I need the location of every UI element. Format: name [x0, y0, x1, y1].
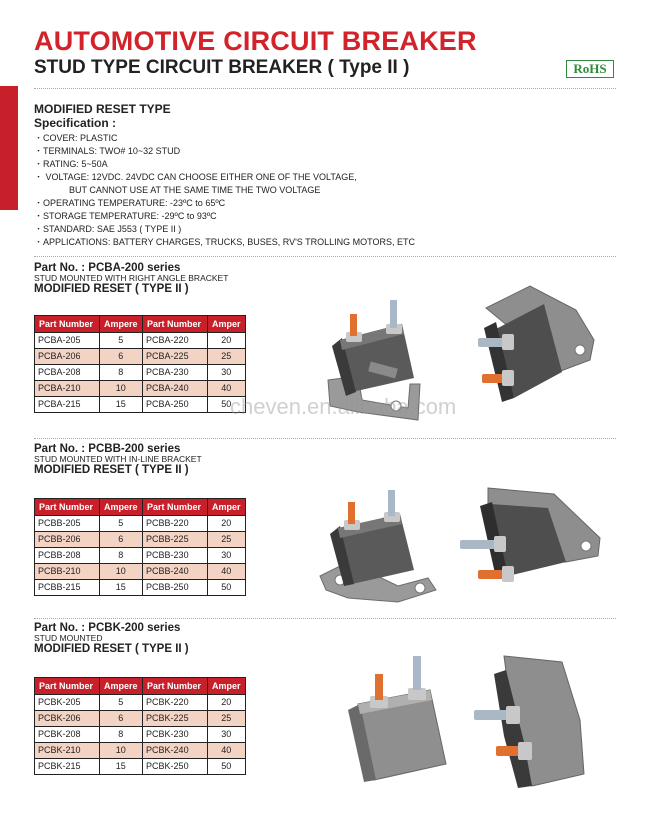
table-row — [35, 759, 246, 775]
header-part-number: Part Number — [35, 499, 100, 516]
cell: 30 — [207, 548, 245, 564]
cell: 5 — [99, 695, 143, 711]
cell: PCBB-220 — [143, 516, 208, 532]
spec-item: ・STANDARD: SAE J553 ( TYPE II ) — [34, 224, 182, 234]
table-row — [35, 548, 246, 564]
table-row — [35, 743, 246, 759]
cell: 8 — [99, 365, 143, 381]
header-part-number: Part Number — [143, 678, 208, 695]
cell: PCBA-220 — [143, 333, 208, 349]
cell: PCBA-206 — [35, 349, 100, 365]
cell: 10 — [99, 381, 143, 397]
parts-table-pcbb — [34, 498, 246, 596]
cell: 6 — [99, 532, 143, 548]
mount-type: STUD MOUNTED — [34, 633, 103, 643]
cell: PCBB-240 — [143, 564, 208, 580]
table-row — [35, 333, 246, 349]
cell: 15 — [99, 397, 143, 413]
cell: PCBA-205 — [35, 333, 100, 349]
table-row — [35, 365, 246, 381]
cell: PCBB-208 — [35, 548, 100, 564]
divider — [34, 438, 616, 439]
reset-type: MODIFIED RESET ( TYPE II ) — [34, 283, 189, 295]
header-part-number: Part Number — [143, 499, 208, 516]
header-part-number: Part Number — [35, 678, 100, 695]
section-pcba — [34, 262, 228, 295]
cell: PCBK-215 — [35, 759, 100, 775]
table-row — [35, 580, 246, 596]
cell: 25 — [207, 532, 245, 548]
cell: PCBA-250 — [143, 397, 208, 413]
header-ampere: Ampere — [99, 499, 143, 516]
page-title: AUTOMOTIVE CIRCUIT BREAKER — [34, 26, 477, 56]
table-row — [35, 397, 246, 413]
cell: PCBK-220 — [143, 695, 208, 711]
cell: 30 — [207, 365, 245, 381]
divider — [34, 256, 616, 257]
cell: 20 — [207, 695, 245, 711]
cell: PCBB-230 — [143, 548, 208, 564]
watermark: cheven.en.alibaba.com — [230, 394, 457, 419]
table-row — [35, 516, 246, 532]
cell: PCBB-215 — [35, 580, 100, 596]
header-ampere: Ampere — [99, 316, 143, 333]
cell: 5 — [99, 516, 143, 532]
reset-type: MODIFIED RESET ( TYPE II ) — [34, 643, 189, 655]
table-row — [35, 695, 246, 711]
reset-type: MODIFIED RESET ( TYPE II ) — [34, 464, 189, 476]
spec-list — [34, 132, 415, 249]
cell: 25 — [207, 711, 245, 727]
cell: 25 — [207, 349, 245, 365]
cell: PCBA-240 — [143, 381, 208, 397]
divider — [34, 618, 616, 619]
spec-item: ・COVER: PLASTIC — [34, 133, 118, 143]
cell: PCBA-208 — [35, 365, 100, 381]
page-subtitle: STUD TYPE CIRCUIT BREAKER ( Type II ) — [34, 57, 410, 78]
part-no-title: Part No. : PCBK-200 series — [34, 622, 181, 634]
side-tab — [0, 86, 18, 210]
parts-table-pcbk — [34, 677, 246, 775]
cell: 40 — [207, 381, 245, 397]
cell: 10 — [99, 743, 143, 759]
spec-item: ・OPERATING TEMPERATURE: -23ºC to 65ºC — [34, 198, 226, 208]
table-row — [35, 349, 246, 365]
cell: PCBB-205 — [35, 516, 100, 532]
cell: 50 — [207, 580, 245, 596]
table-row — [35, 711, 246, 727]
cell: 20 — [207, 516, 245, 532]
cell: PCBK-210 — [35, 743, 100, 759]
cell: 5 — [99, 333, 143, 349]
table-row — [35, 727, 246, 743]
cell: PCBK-230 — [143, 727, 208, 743]
cell: 15 — [99, 580, 143, 596]
spec-item: ・RATING: 5~50A — [34, 159, 108, 169]
header-part-number: Part Number — [35, 316, 100, 333]
cell: PCBB-250 — [143, 580, 208, 596]
divider — [34, 88, 616, 89]
header-amper: Amper — [207, 499, 245, 516]
cell: PCBB-225 — [143, 532, 208, 548]
cell: 6 — [99, 711, 143, 727]
header-amper: Amper — [207, 316, 245, 333]
cell: 20 — [207, 333, 245, 349]
rohs-badge: RoHS — [566, 60, 614, 78]
section-pcbb — [34, 443, 202, 476]
header-amper: Amper — [207, 678, 245, 695]
spec-item: ・APPLICATIONS: BATTERY CHARGES, TRUCKS, BUSES, RV'S TROLLING MOTORS, ETC — [34, 237, 415, 247]
table-row — [35, 564, 246, 580]
cell: 10 — [99, 564, 143, 580]
cell: 8 — [99, 548, 143, 564]
cell: PCBB-206 — [35, 532, 100, 548]
table-row — [35, 532, 246, 548]
parts-table-pcba — [34, 315, 246, 413]
cell: PCBA-210 — [35, 381, 100, 397]
part-no-title: Part No. : PCBB-200 series — [34, 443, 181, 455]
section-pcbk — [34, 622, 189, 655]
cell: 50 — [207, 397, 245, 413]
cell: PCBK-250 — [143, 759, 208, 775]
table-row — [35, 381, 246, 397]
mount-type: STUD MOUNTED WITH IN-LINE BRACKET — [34, 454, 202, 464]
breaker-photo-pcbb — [318, 466, 608, 606]
spec-heading: Specification : — [34, 116, 117, 130]
cell: PCBB-210 — [35, 564, 100, 580]
cell: PCBA-225 — [143, 349, 208, 365]
cell: PCBA-230 — [143, 365, 208, 381]
cell: 8 — [99, 727, 143, 743]
cell: PCBK-206 — [35, 711, 100, 727]
cell: 6 — [99, 349, 143, 365]
mount-type: STUD MOUNTED WITH RIGHT ANGLE BRACKET — [34, 273, 229, 283]
cell: 30 — [207, 727, 245, 743]
header-part-number: Part Number — [143, 316, 208, 333]
cell: 50 — [207, 759, 245, 775]
spec-item: BUT CANNOT USE AT THE SAME TIME THE TWO VOLTAGE — [34, 185, 321, 195]
cell: PCBA-215 — [35, 397, 100, 413]
cell: 15 — [99, 759, 143, 775]
cell: PCBK-205 — [35, 695, 100, 711]
breaker-photo-pcbk — [318, 646, 608, 796]
cell: PCBK-225 — [143, 711, 208, 727]
spec-item: ・ VOLTAGE: 12VDC. 24VDC CAN CHOOSE EITHER ONE OF THE VOLTAGE, — [34, 172, 357, 182]
header-ampere: Ampere — [99, 678, 143, 695]
spec-item: ・TERMINALS: TWO# 10~32 STUD — [34, 146, 181, 156]
part-no-title: Part No. : PCBA-200 series — [34, 262, 181, 274]
cell: 40 — [207, 743, 245, 759]
cell: 40 — [207, 564, 245, 580]
cell: PCBK-208 — [35, 727, 100, 743]
spec-type: MODIFIED RESET TYPE — [34, 102, 171, 116]
cell: PCBK-240 — [143, 743, 208, 759]
spec-item: ・STORAGE TEMPERATURE: -29ºC to 93ºC — [34, 211, 217, 221]
